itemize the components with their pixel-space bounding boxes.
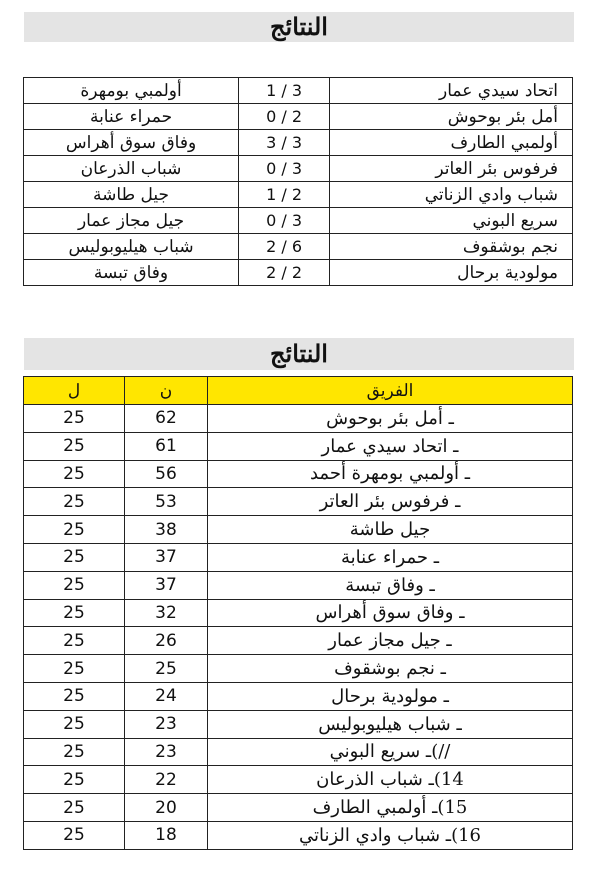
- played-cell: 25: [24, 821, 125, 849]
- column-points: ن: [125, 377, 208, 405]
- away-team: شباب الذرعان: [24, 156, 239, 182]
- column-team: الفريق: [208, 377, 573, 405]
- standings-header-row: [24, 377, 573, 405]
- team-name: //)ـ سريع البوني: [208, 738, 573, 766]
- points-cell: 25: [125, 655, 208, 683]
- team-name: ـ أولمبي بومهرة أحمد: [208, 460, 573, 488]
- points-cell: 62: [125, 405, 208, 433]
- standings-row: [24, 766, 573, 794]
- column-played: ل: [24, 377, 125, 405]
- team-name: ـ وفاق تبسة: [208, 571, 573, 599]
- result-row: [24, 208, 573, 234]
- team-name: 15)ـ أولمبي الطارف: [208, 794, 573, 822]
- home-team: مولودية برحال: [330, 260, 573, 286]
- result-row: [24, 234, 573, 260]
- team-name: 16)ـ شباب وادي الزناتي: [208, 821, 573, 849]
- points-cell: 38: [125, 516, 208, 544]
- team-name: 14)ـ شباب الذرعان: [208, 766, 573, 794]
- played-cell: 25: [24, 460, 125, 488]
- away-team: أولمبي بومهرة: [24, 78, 239, 104]
- team-name: ـ اتحاد سيدي عمار: [208, 432, 573, 460]
- played-cell: 25: [24, 543, 125, 571]
- result-row: [24, 156, 573, 182]
- result-row: [24, 78, 573, 104]
- away-team: جيل مجاز عمار: [24, 208, 239, 234]
- match-score: 0 / 3: [239, 208, 330, 234]
- away-team: جيل طاشة: [24, 182, 239, 208]
- result-row: [24, 260, 573, 286]
- played-cell: 25: [24, 710, 125, 738]
- played-cell: 25: [24, 432, 125, 460]
- standings-row: [24, 460, 573, 488]
- played-cell: 25: [24, 571, 125, 599]
- played-cell: 25: [24, 766, 125, 794]
- played-cell: 25: [24, 488, 125, 516]
- standings-row: [24, 821, 573, 849]
- standings-row: [24, 682, 573, 710]
- team-name: ـ حمراء عنابة: [208, 543, 573, 571]
- points-cell: 61: [125, 432, 208, 460]
- played-cell: 25: [24, 599, 125, 627]
- team-name: ـ نجم بوشقوف: [208, 655, 573, 683]
- points-cell: 56: [125, 460, 208, 488]
- played-cell: 25: [24, 794, 125, 822]
- match-score: 2 / 6: [239, 234, 330, 260]
- points-cell: 22: [125, 766, 208, 794]
- points-cell: 32: [125, 599, 208, 627]
- team-name: جيل طاشة: [208, 516, 573, 544]
- team-name: ـ فرفوس بئر العاتر: [208, 488, 573, 516]
- points-cell: 53: [125, 488, 208, 516]
- points-cell: 23: [125, 710, 208, 738]
- points-cell: 37: [125, 543, 208, 571]
- standings-table: [23, 376, 573, 850]
- result-row: [24, 104, 573, 130]
- results-header: النتائج: [24, 12, 574, 42]
- standings-row: [24, 738, 573, 766]
- standings-row: [24, 710, 573, 738]
- home-team: فرفوس بئر العاتر: [330, 156, 573, 182]
- standings-row: [24, 655, 573, 683]
- team-name: ـ مولودية برحال: [208, 682, 573, 710]
- results-table: [23, 77, 573, 286]
- standings-row: [24, 516, 573, 544]
- result-row: [24, 130, 573, 156]
- match-score: 3 / 3: [239, 130, 330, 156]
- points-cell: 24: [125, 682, 208, 710]
- standings-header: النتائج: [24, 338, 574, 370]
- match-score: 1 / 2: [239, 182, 330, 208]
- points-cell: 37: [125, 571, 208, 599]
- standings-row: [24, 405, 573, 433]
- team-name: ـ أمل بئر بوحوش: [208, 405, 573, 433]
- team-name: ـ جيل مجاز عمار: [208, 627, 573, 655]
- standings-row: [24, 543, 573, 571]
- points-cell: 23: [125, 738, 208, 766]
- match-score: 2 / 2: [239, 260, 330, 286]
- standings-row: [24, 627, 573, 655]
- home-team: أمل بئر بوحوش: [330, 104, 573, 130]
- played-cell: 25: [24, 738, 125, 766]
- team-name: ـ شباب هيليوبوليس: [208, 710, 573, 738]
- match-score: 1 / 3: [239, 78, 330, 104]
- match-score: 0 / 3: [239, 156, 330, 182]
- home-team: شباب وادي الزناتي: [330, 182, 573, 208]
- away-team: وفاق تبسة: [24, 260, 239, 286]
- away-team: وفاق سوق أهراس: [24, 130, 239, 156]
- played-cell: 25: [24, 682, 125, 710]
- points-cell: 20: [125, 794, 208, 822]
- match-score: 0 / 2: [239, 104, 330, 130]
- standings-row: [24, 432, 573, 460]
- team-name: ـ وفاق سوق أهراس: [208, 599, 573, 627]
- points-cell: 18: [125, 821, 208, 849]
- home-team: اتحاد سيدي عمار: [330, 78, 573, 104]
- played-cell: 25: [24, 655, 125, 683]
- result-row: [24, 182, 573, 208]
- played-cell: 25: [24, 627, 125, 655]
- away-team: شباب هيليوبوليس: [24, 234, 239, 260]
- standings-row: [24, 599, 573, 627]
- standings-row: [24, 571, 573, 599]
- points-cell: 26: [125, 627, 208, 655]
- home-team: نجم بوشقوف: [330, 234, 573, 260]
- standings-row: [24, 794, 573, 822]
- played-cell: 25: [24, 516, 125, 544]
- home-team: أولمبي الطارف: [330, 130, 573, 156]
- played-cell: 25: [24, 405, 125, 433]
- away-team: حمراء عنابة: [24, 104, 239, 130]
- standings-row: [24, 488, 573, 516]
- home-team: سريع البوني: [330, 208, 573, 234]
